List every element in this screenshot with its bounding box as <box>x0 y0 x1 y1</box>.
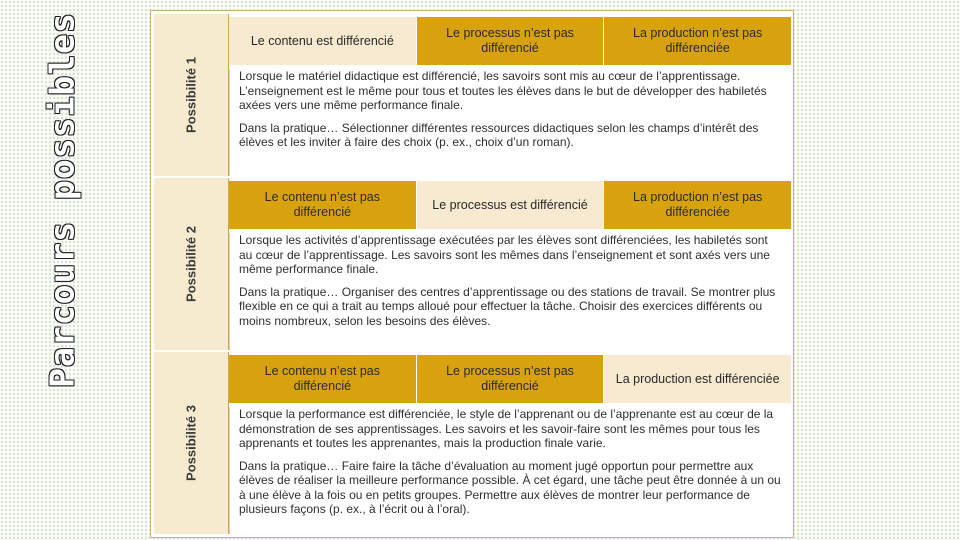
possibility-1-header-production: La production n’est pas différenciée <box>604 17 791 65</box>
possibility-2-paragraph-1: Lorsque les activités d’apprentissage exécutées par les élèves sont différenciées, les habiletés sont au cœur de l’apprentissage. Les savoirs sont les mêmes dans l’enseignement et sont axés vers une même performance finale. <box>239 233 770 276</box>
possibility-3-header-process: Le processus n’est pas différencié <box>417 355 605 403</box>
possibility-1-header-process: Le processus n’est pas différencié <box>417 17 605 65</box>
possibility-2-label: Possibilité 2 <box>183 226 199 302</box>
possibility-3-header-content: Le contenu n’est pas différencié <box>229 355 417 403</box>
possibility-2-description <box>229 233 791 350</box>
possibility-2-paragraph-2: Dans la pratique… Organiser des centres d’apprentissage ou des stations de travail. Se montrer plus flexible en ce qui a trait au temps alloué pour effectuer la tâche. Choisir des exercices différents ou moins nombreux, selon les besoins des élèves. <box>239 284 776 328</box>
possibility-1-block <box>154 14 790 176</box>
possibility-1-header-content: Le contenu est différencié <box>229 17 417 65</box>
possibility-3-label: Possibilité 3 <box>183 405 199 481</box>
possibility-1-band <box>154 14 229 176</box>
possibility-2-band <box>154 178 229 350</box>
possibility-1-paragraph-1: Lorsque le matériel didactique est différencié, les savoirs sont mis au cœur de l’apprentissage. L’enseignement est le même pour tous et toutes les élèves dans le but de développer des habiletés axées vers une même performance finale. <box>239 69 767 112</box>
possibility-3-header-production: La production est différenciée <box>604 355 791 403</box>
possibility-3-header-row <box>229 355 791 403</box>
possibility-3-band <box>154 352 229 534</box>
possibility-3-description <box>229 407 791 534</box>
possibility-3-paragraph-2: Dans la pratique… Faire faire la tâche d’évaluation au moment jugé opportun pour permettre aux élèves de réaliser la meilleure performance possible. À cet égard, une tâche peut être donnée à un ou à une élève à la fois ou en petits groupes. Permettre aux élèves de montrer leur performance de plusieurs façons (p. ex., à l’écrit ou à l’oral). <box>239 458 781 516</box>
possibility-2-header-row <box>229 181 791 229</box>
possibility-2-header-content: Le contenu n’est pas différencié <box>229 181 417 229</box>
possibility-3-paragraph-1: Lorsque la performance est différenciée, le style de l’apprenant ou de l’apprenante est au cœur de la démonstration de ses apprentissages. Les savoirs et les savoir-faire sont les mêmes pour tous les apprenants et toutes les apprenantes, mais la production finale varie. <box>239 407 774 450</box>
possibility-1-description <box>229 69 791 176</box>
possibility-1-label: Possibilité 1 <box>183 57 199 133</box>
possibility-1-header-row <box>229 17 791 65</box>
possibility-1-paragraph-2: Dans la pratique… Sélectionner différentes ressources didactiques selon les champs d’intérêt des élèves et les inviter à faire des choix (p. ex., choix d’un roman). <box>239 120 759 149</box>
possibility-2-block <box>154 178 790 350</box>
possibility-2-header-production: La production n’est pas différenciée <box>604 181 791 229</box>
slide-title <box>26 12 98 388</box>
possibility-2-header-process: Le processus est différencié <box>417 181 605 229</box>
possibility-3-block <box>154 352 790 534</box>
slide-title-text: Parcours possibles <box>42 12 82 388</box>
possibilities-table <box>150 10 794 538</box>
